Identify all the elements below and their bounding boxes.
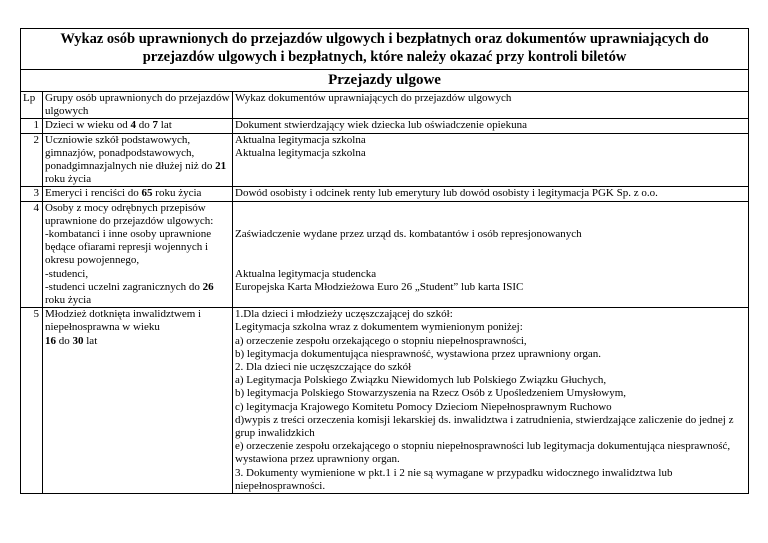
spacer <box>235 215 746 228</box>
documents-cell <box>233 308 749 494</box>
document-line: b) legitymacja dokumentująca niesprawność, wystawiona przez uprawniony organ. <box>235 347 602 360</box>
spacer <box>235 241 746 254</box>
age-value: 26 <box>202 280 214 293</box>
group-cell <box>43 308 233 494</box>
age-value: 16 <box>45 334 56 347</box>
document-line: 2. Dla dzieci nie uczęszczające do szkół <box>235 361 412 374</box>
documents-cell <box>233 119 749 133</box>
document-line: Legitymacja szkolna wraz z dokumentem wymienionym poniżej: <box>235 321 523 334</box>
header-groups: Grupy osób uprawnionych do przejazdów ulgowych <box>43 92 233 119</box>
document-line: 3. Dokumenty wymienione w pkt.1 i 2 nie są wymagane w przypadku widocznego inwalidztwa lub niepełnosprawności. <box>235 466 673 492</box>
group-line: -studenci, <box>45 267 89 280</box>
documents-cell <box>233 187 749 201</box>
document-line: Dokument stwierdzający wiek dziecka lub oświadczenie opiekuna <box>235 119 527 132</box>
group-cell <box>43 201 233 308</box>
document-line: e) orzeczenie zespołu orzekającego o stopniu niepełnosprawności lub legitymacja dokumentująca niesprawność, wystawiona przez uprawniony organ. <box>235 440 731 466</box>
group-text: -studenci uczelni zagranicznych do <box>45 280 203 293</box>
group-text: Dzieci w wieku od <box>45 119 131 132</box>
group-text: do <box>136 119 153 132</box>
document-line: Aktualna legitymacja szkolna <box>235 146 366 159</box>
entitlements-table <box>20 28 749 494</box>
group-cell <box>43 187 233 201</box>
group-text: Uczniowie szkół podstawowych, gimnazjów, ponadpodstawowych, ponadgimnazjalnych nie dłużej niż do <box>45 133 216 173</box>
title-row <box>21 29 749 70</box>
table-row <box>21 308 749 494</box>
group-line: -kombatanci i inne osoby uprawnione będące ofiarami represji wojennych i okresu powojennego, <box>45 228 212 267</box>
document-line: a) orzeczenie zespołu orzekającego o stopniu niepełnosprawności, <box>235 334 527 347</box>
group-line-with-age <box>45 281 230 307</box>
document-line: Dowód osobisty i odcinek renty lub emerytury lub dowód osobisty i legitymacja PGK Sp. z o.o. <box>235 187 658 200</box>
group-text: Emeryci i renciści do <box>45 187 142 200</box>
document-line: a) Legitymacja Polskiego Związku Niewidomych lub Polskiego Związku Głuchych, <box>235 374 607 387</box>
table-row <box>21 133 749 187</box>
documents-cell <box>233 133 749 187</box>
group-cell <box>43 119 233 133</box>
subtitle-row <box>21 70 749 92</box>
document-line: b) legitymacja Polskiego Stowarzyszenia na Rzecz Osób z Upośledzeniem Umysłowym, <box>235 387 627 400</box>
row-number: 3 <box>21 187 43 201</box>
document-line: Europejska Karta Młodzieżowa Euro 26 „Student” lub karta ISIC <box>235 280 524 293</box>
age-value: 7 <box>152 119 159 132</box>
document-line: 1.Dla dzieci i młodzieży uczęszczającej do szkół: <box>235 308 453 321</box>
group-text: Osoby z mocy odrębnych przepisów uprawnione do przejazdów ulgowych: <box>45 201 214 227</box>
document-line: Aktualna legitymacja szkolna <box>235 133 366 146</box>
group-text: roku życia <box>45 294 92 307</box>
document-title: Wykaz osób uprawnionych do przejazdów ulgowych i bezpłatnych oraz dokumentów uprawniających do przejazdów ulgowych i bezpłatnych, które należy okazać przy kontroli biletów <box>21 29 749 70</box>
group-text: Młodzież dotknięta inwalidztwem i niepełnosprawna w wieku <box>45 308 202 334</box>
row-number: 5 <box>21 308 43 494</box>
group-text: roku życia <box>45 173 92 186</box>
row-number: 4 <box>21 201 43 308</box>
spacer <box>235 254 746 267</box>
row-number: 1 <box>21 119 43 133</box>
header-documents: Wykaz dokumentów uprawniających do przejazdów ulgowych <box>233 92 749 119</box>
documents-cell <box>233 201 749 308</box>
group-text: do <box>56 334 73 347</box>
spacer <box>235 202 746 215</box>
header-row <box>21 92 749 119</box>
header-lp: Lp <box>21 92 43 119</box>
document-line: c) legitymacja Krajowego Komitetu Pomocy Dzieciom Niepełnosprawnym Ruchowo <box>235 400 612 413</box>
document-line: d)wypis z treści orzeczenia komisji lekarskiej ds. inwalidztwa i zatrudnienia, stwierdzające zaliczenie do jednej z grup inwalidzkich <box>235 413 734 440</box>
group-text: lat <box>83 334 98 347</box>
document-line: Aktualna legitymacja studencka <box>235 267 377 280</box>
group-text: lat <box>158 119 172 132</box>
row-number: 2 <box>21 133 43 187</box>
age-value: 4 <box>130 119 137 132</box>
document-line: Zaświadczenie wydane przez urząd ds. kombatantów i osób represjonowanych <box>235 228 582 240</box>
section-title: Przejazdy ulgowe <box>21 70 749 92</box>
age-value: 30 <box>72 334 84 347</box>
table-row <box>21 187 749 201</box>
group-cell <box>43 133 233 187</box>
age-value: 21 <box>215 160 227 173</box>
age-value: 65 <box>141 187 153 200</box>
group-text: roku życia <box>152 187 202 200</box>
table-row <box>21 119 749 133</box>
table-row <box>21 201 749 308</box>
